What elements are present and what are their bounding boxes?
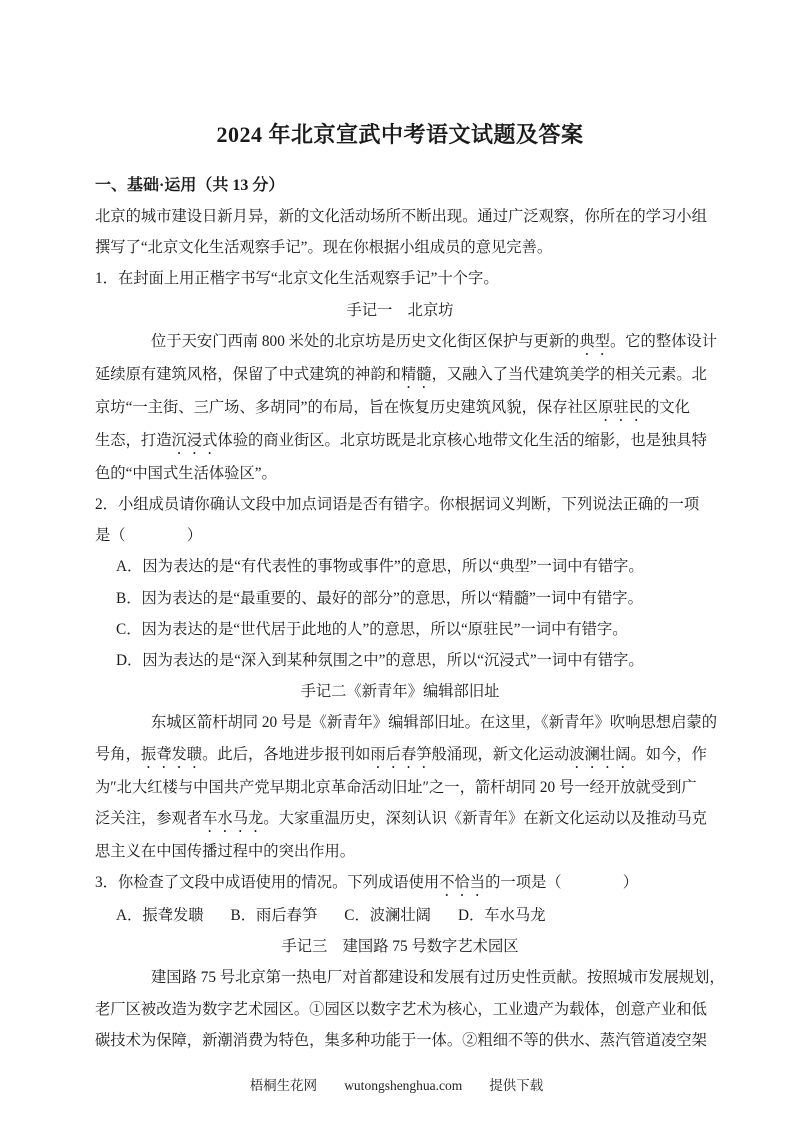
block-options-row [95,900,705,931]
text-line [95,836,705,867]
text-segment: 思主义在中国传播过程中的突出作用。 [95,842,356,860]
text-segment: 建国路 75 号北京第一热电厂对首都建设和发展有过历史性贡献。按照城市发展规划， [151,969,725,987]
text-segment: 手记一 北京坊 [346,301,454,319]
text-segment: 为″北大红楼与中国共产党早期北京革命活动旧址″之一，箭杆胡同 20 号一经开放就受到广 [95,778,697,796]
text-line [95,425,705,458]
text-line [95,962,725,993]
text-segment: 京坊“一主街、三广场、多胡同”的布局，旨在恢复历史建筑风貌，保存社区 [95,398,599,416]
emphasized-text: 波澜壮阔 [569,745,631,763]
text-line [95,867,705,900]
text-segment: 1．在封面上用正楷字书写“北京文化生活观察手记”十个字。 [95,270,499,288]
text-line [95,551,705,582]
text-segment: D．因为表达的是“深入到某种氛围之中”的意思，所以“沉浸式”一词中有错字。 [116,652,644,670]
emphasized-text: 雨后春笋 [370,745,432,763]
text-segment: 生态，打造 [95,431,172,449]
text-line [95,458,705,489]
text-line [95,583,705,614]
text-segment: B．因为表达的是“最重要的、最好的部分”的意思，所以“精髓”一词中有错字。 [116,589,643,607]
document-blocks [95,201,725,1056]
text-segment: 东城区箭杆胡同 20 号是《新青年》编辑部旧址。在这里，《新青年》吹响思想启蒙的 [151,714,717,732]
text-segment: 北京的城市建设日新月异，新的文化活动场所不断出现。通过广泛观察，你所在的学习小组 [95,208,707,225]
footer-site-name: 梧桐生花网 [249,1078,318,1093]
emphasized-text: 沉浸式 [171,431,218,449]
block-center [95,931,705,962]
block-options [95,551,705,676]
text-segment: A．因为表达的是“有代表性的事物或事件”的意思，所以“典型”一词中有错字。 [116,558,644,576]
text-line [95,803,705,836]
text-segment: 手记二《新青年》编辑部旧址 [300,683,500,701]
text-segment: 撰写了“北京文化生活观察手记”。现在你根据小组成员的意见完善。 [95,239,553,257]
text-line [95,994,705,1025]
text-segment: 延续原有建筑风格，保留了中式建筑的神韵和 [95,365,401,383]
text-line [95,676,705,707]
text-segment: 是（ ） [95,527,203,545]
block-center [95,676,705,707]
option-item: C．波澜壮阔 [344,907,431,925]
text-segment: 。它的整体设计 [609,332,718,350]
option-item: A．振聋发聩 [116,907,204,925]
text-segment: 老厂区被改造为数字艺术园区。①园区以数字艺术为核心，工业遗产为载体，创意产业和低 [95,1000,707,1018]
option-item: B．雨后春笋 [230,907,318,925]
text-line [95,645,705,676]
text-segment: 般涌现，新文化运动 [431,745,570,763]
text-segment: 泛关注，参观者 [95,809,203,827]
text-segment: 的一项是（ ） [485,874,639,892]
text-segment: 色的“中国式生活体验区”。 [95,464,277,482]
text-segment: 手记三 建国路 75 号数字艺术园区 [281,938,519,956]
text-segment: 碳技术为保障，新潮消费为特色，集多种功能于一体。②粗细不等的供水、蒸汽管道凌空架 [95,1031,707,1049]
text-segment: 2．小组成员请你确认文段中加点词语是否有错字。你根据词义判断，下列说法正确的一项 [95,496,700,514]
text-segment: C．因为表达的是“世代居于此地的人”的意思，所以“原驻民”一词中有错字。 [116,620,628,638]
text-line [95,614,705,645]
text-segment: 。大家重温历史，深刻认识《新青年》在新文化运动以及推动马克 [263,809,707,827]
text-segment: 。如今，作 [630,745,707,763]
page-footer [0,1074,793,1094]
text-line [95,201,705,232]
block-para [95,962,725,1056]
text-line [95,295,705,326]
text-segment: 。此后，各地进步报刊如 [202,745,371,763]
text-line [95,359,705,392]
text-line [95,772,705,803]
text-segment: 体验的商业街区。北京坊既是北京核心地带文化生活的缩影，也是独具特 [217,431,707,449]
options-row-line [95,900,705,931]
text-segment: 号角， [95,745,141,763]
option-item: D．车水马龙 [457,907,546,925]
text-line [95,707,717,738]
section-heading: 一、基础·运用（共 13 分） [95,177,285,194]
text-line [95,392,705,425]
text-segment: 3．你检查了文段中成语使用的情况。下列成语使用 [95,874,440,892]
text-line [95,1025,705,1056]
block-question [95,867,705,900]
block-question [95,489,705,551]
text-line [95,489,705,520]
text-line [95,520,705,551]
block-para [95,326,718,489]
text-line [95,326,718,359]
block-para [95,707,717,867]
text-segment: ，又融入了当代建筑美学的相关元素。北 [431,365,707,383]
emphasized-text: 原驻民 [598,398,644,416]
page-title: 2024 年北京宣武中考语文试题及答案 [216,122,584,147]
footer-site-url: wutongshenghua.com [344,1078,463,1093]
text-line [95,232,705,263]
footer-download-label: 提供下载 [489,1078,544,1093]
text-segment: 位于天安门西南 800 米处的北京坊是历史文化街区保护与更新的 [151,332,580,350]
emphasized-text: 精髓 [400,365,432,383]
block-question [95,263,705,294]
emphasized-text: 车水马龙 [202,809,264,827]
block-center [95,295,705,326]
emphasized-text: 振聋发聩 [140,745,203,763]
text-line [95,739,705,772]
text-line [95,931,705,962]
text-segment: 的文化 [644,398,690,416]
block-para [95,201,705,263]
text-line [95,263,705,294]
emphasized-text: 典型 [579,332,610,350]
emphasized-text: 不恰当 [439,874,486,892]
